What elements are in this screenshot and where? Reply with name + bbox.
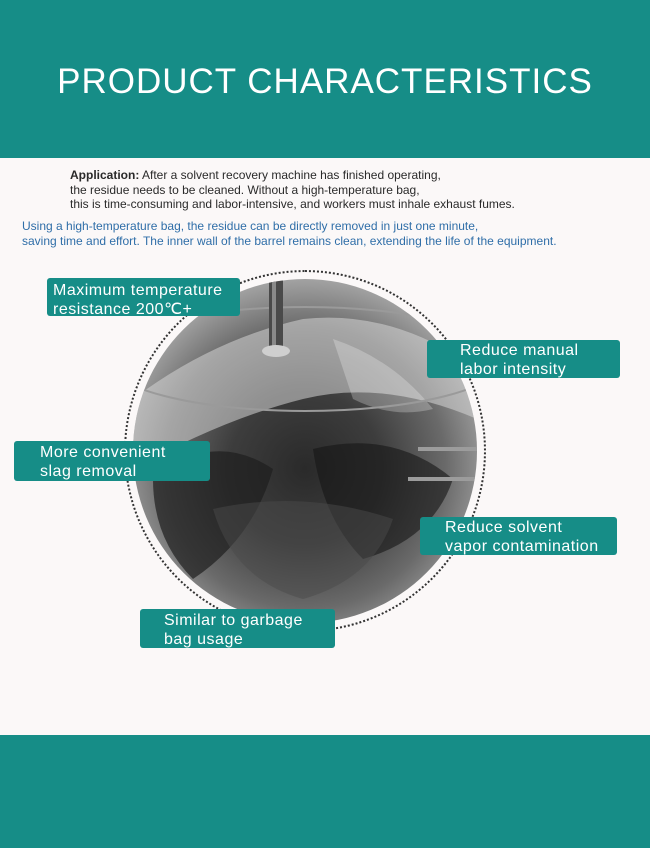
benefit-line-1: Using a high-temperature bag, the residue can be directly removed in just one minute, (22, 219, 479, 233)
application-line-3: this is time-consuming and labor-intensive, and workers must inhale exhaust fumes. (70, 197, 515, 211)
benefit-line-2: saving time and effort. The inner wall of the barrel remains clean, extending the life of the equipment. (22, 234, 557, 248)
feature-vapor-contamination (420, 517, 617, 555)
feature-max-temperature (47, 278, 240, 316)
application-label: Application: (70, 168, 140, 182)
feature-reduce-labor-line-2: labor intensity (460, 361, 567, 378)
feature-garbage-bag (140, 609, 335, 648)
feature-slag-removal-line-1: More convenient (40, 444, 166, 461)
footer-band (0, 735, 650, 848)
application-line-2: the residue needs to be cleaned. Without a high-temperature bag, (70, 182, 420, 197)
page-title: PRODUCT CHARACTERISTICS (57, 62, 593, 101)
feature-reduce-labor-line-1: Reduce manual (460, 342, 579, 359)
application-description (70, 168, 630, 212)
benefit-description (22, 219, 642, 249)
feature-slag-removal (14, 441, 210, 481)
feature-reduce-labor (427, 340, 620, 378)
feature-garbage-bag-line-2: bag usage (164, 631, 244, 648)
application-line-1: After a solvent recovery machine has finished operating, (139, 168, 441, 182)
feature-garbage-bag-line-1: Similar to garbage (164, 612, 303, 629)
feature-vapor-contamination-line-1: Reduce solvent (445, 519, 563, 536)
feature-max-temperature-line-2: resistance 200℃+ (53, 301, 193, 318)
feature-max-temperature-line-1: Maximum temperature (53, 282, 223, 299)
feature-slag-removal-line-2: slag removal (40, 463, 137, 480)
feature-vapor-contamination-line-2: vapor contamination (445, 538, 599, 555)
